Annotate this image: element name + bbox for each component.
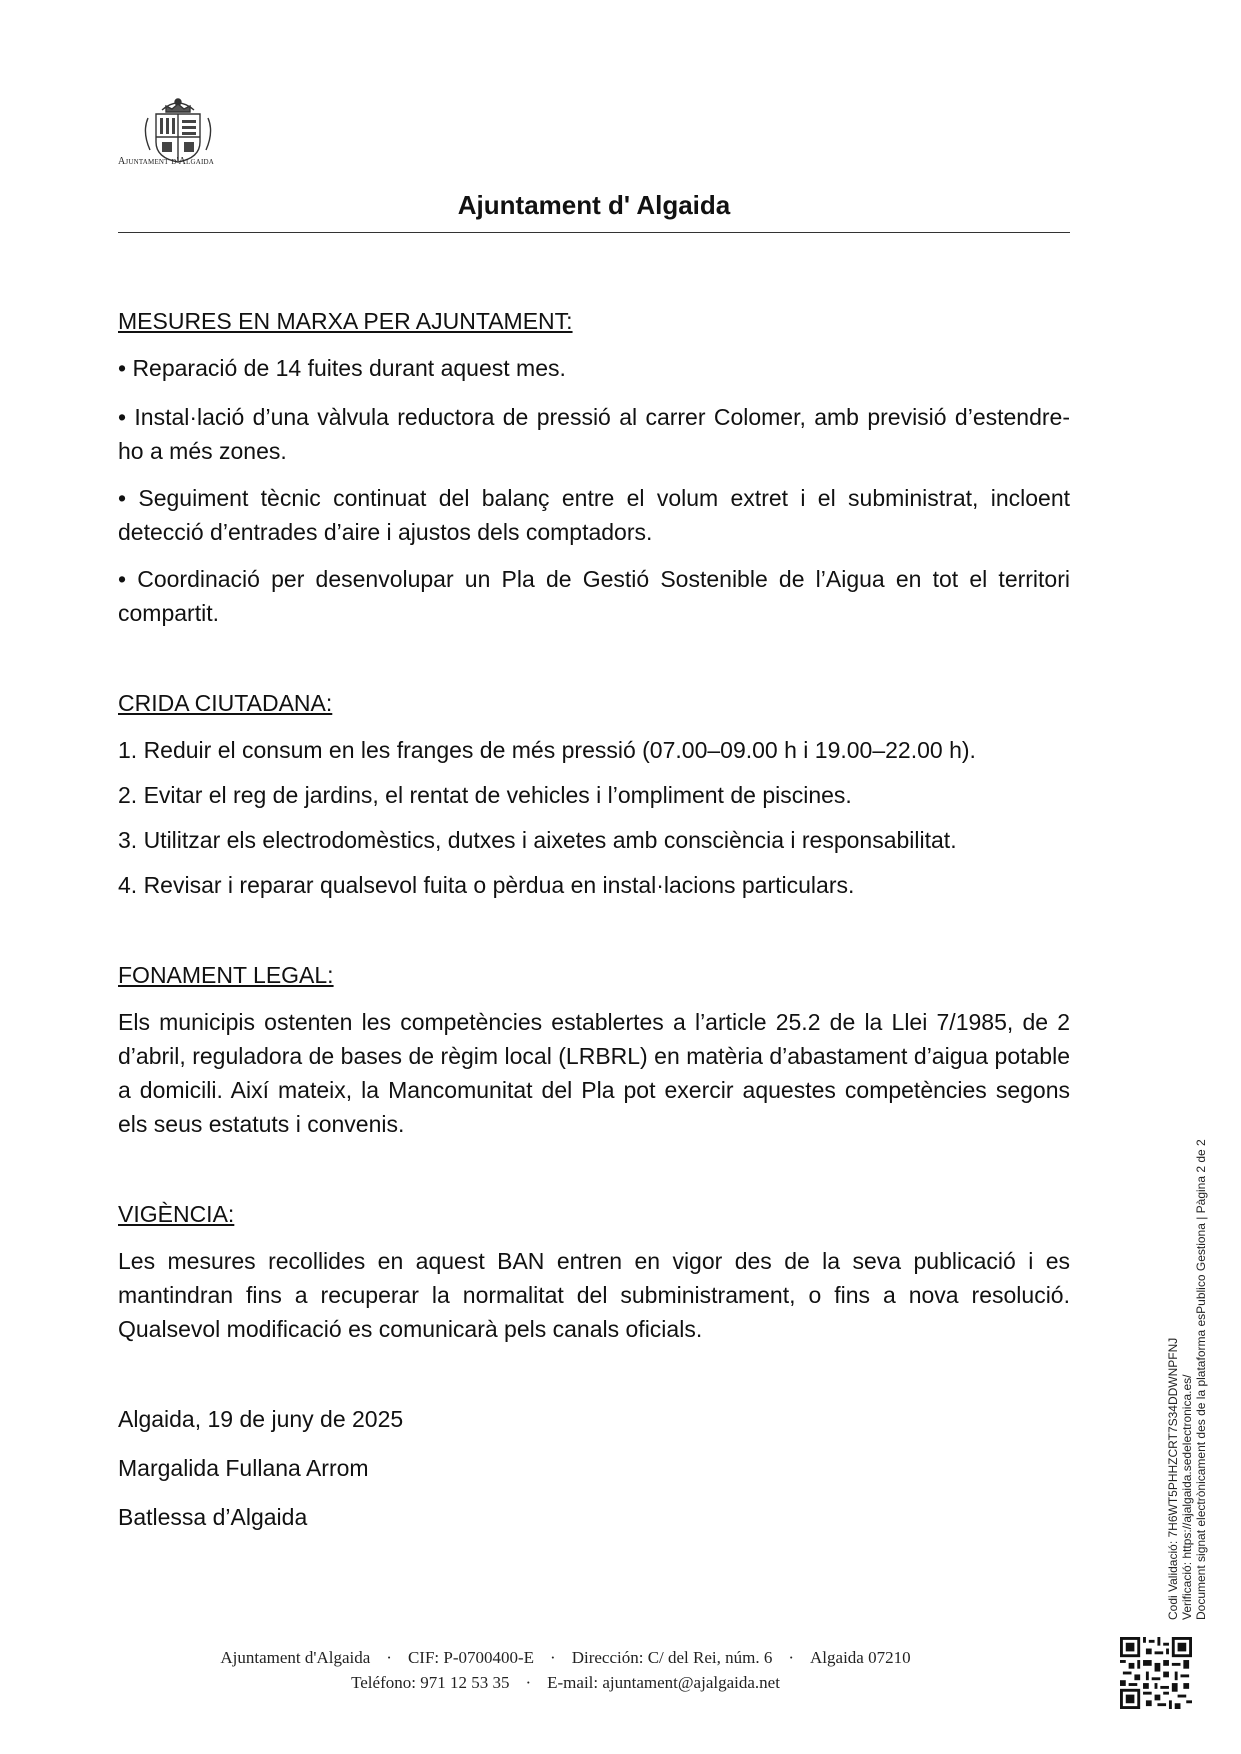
mesures-item: • Instal·lació d’una vàlvula reductora de pressió al carrer Colomer, amb previsió d’estendre-ho a més zones. — [118, 404, 1070, 464]
footer-separator: · — [525, 1673, 532, 1692]
mesures-item: • Reparació de 14 fuites durant aquest mes. — [118, 355, 566, 381]
mesures-item: • Seguiment tècnic continuat del balanç entre el volum extret i el subministrat, incloent detecció d’entrades d’aire i ajustos dels comptadors. — [118, 485, 1070, 545]
crida-item: 1. Reduir el consum en les franges de més pressió (07.00–09.00 h i 19.00–22.00 h). — [118, 737, 976, 763]
logo-caption: Ajuntament d'Algaida — [118, 156, 215, 167]
footer-email: E-mail: ajuntament@ajalgaida.net — [547, 1673, 780, 1692]
page-title: Ajuntament d' Algaida — [457, 190, 731, 220]
mesures-item: • Coordinació per desenvolupar un Pla de Gestió Sostenible de l’Aigua en tot el territori compartit. — [118, 566, 1070, 626]
crida-list — [118, 733, 1070, 902]
validation-signed: Document signat electrònicament des de la plataforma esPublico Gestiona | Pàgina 2 de 2 — [1194, 1139, 1208, 1620]
signature-role: Batlessa d’Algaida — [118, 1504, 308, 1530]
footer-org: Ajuntament d'Algaida — [220, 1648, 371, 1667]
qr-code-icon — [1120, 1637, 1192, 1709]
crida-item: 2. Evitar el reg de jardins, el rentat de vehicles i l’ompliment de piscines. — [118, 782, 852, 808]
footer-phone: Teléfono: 971 12 53 35 — [351, 1673, 510, 1692]
footer-cif: CIF: P-0700400-E — [407, 1648, 535, 1667]
footer-separator: · — [788, 1648, 795, 1667]
footer-line-2 — [118, 1670, 1013, 1695]
crida-item: 3. Utilitzar els electrodomèstics, dutxes i aixetes amb consciència i responsabilitat. — [118, 827, 957, 853]
footer-line-1 — [118, 1645, 1013, 1670]
section-heading-crida: CRIDA CIUTADANA: — [118, 690, 333, 716]
validation-url: Verificació: https://ajalgaida.sedelectronica.es/ — [1180, 1374, 1194, 1620]
section-heading-mesures: MESURES EN MARXA PER AJUNTAMENT: — [118, 308, 573, 334]
page-footer — [118, 1645, 1013, 1695]
signature-name: Margalida Fullana Arrom — [118, 1455, 369, 1481]
footer-separator: · — [550, 1648, 556, 1667]
signature-place-date: Algaida, 19 de juny de 2025 — [118, 1406, 404, 1432]
title-divider — [118, 232, 1070, 233]
section-heading-vigencia: VIGÈNCIA: — [118, 1201, 235, 1227]
section-heading-fonament: FONAMENT LEGAL: — [118, 962, 334, 988]
document-body — [118, 304, 1070, 1534]
vigencia-text: Les mesures recollides en aquest BAN entren en vigor des de la seva publicació i es mantindran fins a recuperar la normalitat del subministrament, o fins a nova resolució. Qualsevol modificació es comunicarà pels canals oficials. — [118, 1248, 1070, 1342]
footer-separator: · — [386, 1648, 392, 1667]
crida-item: 4. Revisar i reparar qualsevol fuita o pèrdua en instal·lacions particulars. — [118, 872, 855, 898]
fonament-text: Els municipis ostenten les competències establertes a l’article 25.2 de la Llei 7/1985, de 2 d’abril, reguladora de bases de règim local (LRBRL) en matèria d’abastament d’aigua potable a domicili. Així mateix, la Mancomunitat del Pla pot exercir aquestes competències segons els seus estatuts i convenis. — [118, 1009, 1070, 1137]
validation-sidebar — [1166, 1139, 1222, 1620]
footer-city: Algaida 07210 — [810, 1648, 911, 1667]
footer-address: Dirección: C/ del Rei, núm. 6 — [571, 1648, 773, 1667]
validation-code: Codi Validació: 7H6WT5PHHZCRT7S34DDWNPFNJ — [1166, 1337, 1180, 1620]
